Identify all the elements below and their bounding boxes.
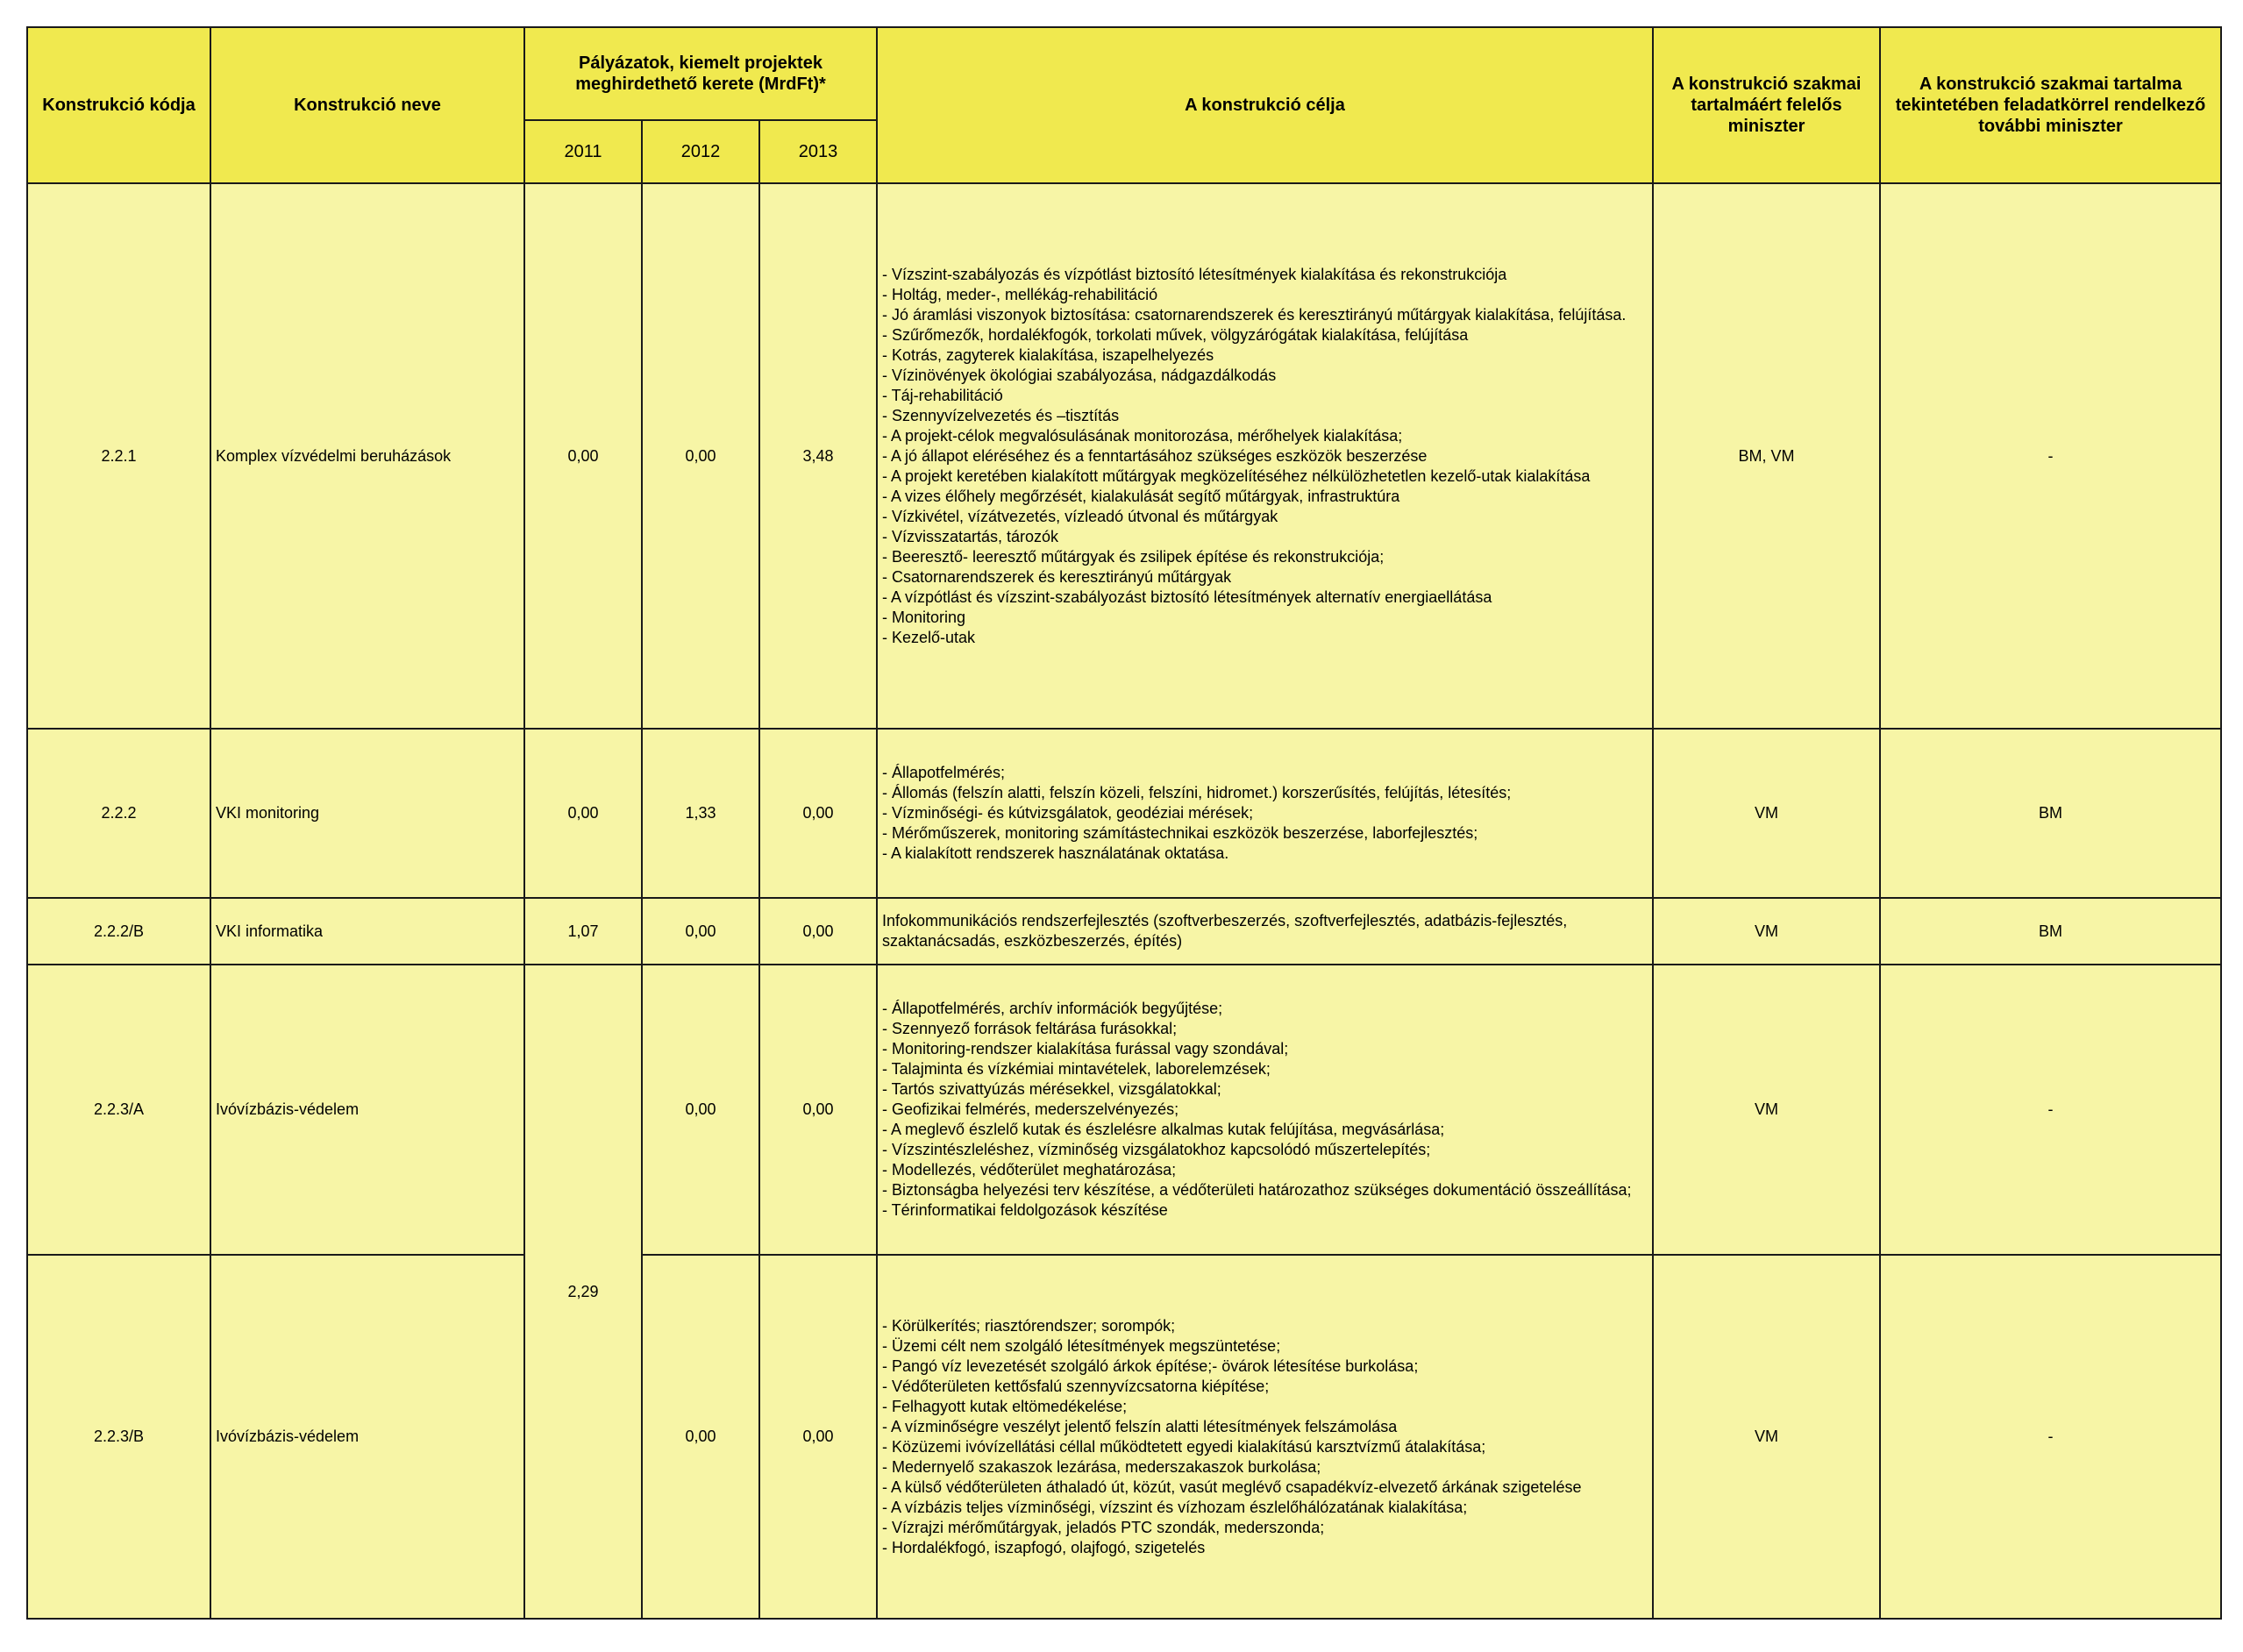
row-other-minister: BM [1880, 729, 2221, 898]
table-row [27, 729, 2221, 898]
row-value-2011: 1,07 [524, 898, 642, 965]
goal-item: - Beeresztő- leeresztő műtárgyak és zsilipek építése és rekonstrukciója; [882, 547, 1385, 566]
goal-item: - Kezelő-utak [882, 628, 976, 646]
goal-item: - Közüzemi ivóvízellátási céllal működtetett egyedi kialakítású karsztvízmű átalakítása; [882, 1437, 1486, 1456]
header-year-2012: 2012 [642, 120, 759, 183]
table-row [27, 965, 2221, 1255]
row-name: VKI monitoring [210, 729, 524, 898]
row-other-minister: - [1880, 1255, 2221, 1619]
goal-item: - Monitoring-rendszer kialakítása furással vagy szondával; [882, 1040, 1289, 1057]
row-other-minister: BM [1880, 898, 2221, 965]
goal-item: - Vízinövények ökológiai szabályozása, nádgazdálkodás [882, 366, 1277, 384]
goal-item: - A vízminőségre veszélyt jelentő felszín alatti létesítmények felszámolása [882, 1417, 1398, 1435]
row-value-2012: 0,00 [642, 183, 759, 729]
row-goal [877, 965, 1653, 1255]
row-value-2013: 0,00 [759, 1255, 877, 1619]
header-year-2011: 2011 [524, 120, 642, 183]
goal-item: - Medernyelő szakaszok lezárása, mederszakaszok burkolása; [882, 1457, 1321, 1476]
goal-item: - Tartós szivattyúzás mérésekkel, vizsgálatokkal; [882, 1080, 1221, 1098]
goal-list [882, 1316, 1648, 1558]
header-name: Konstrukció neve [210, 27, 524, 183]
goal-item: - Jó áramlási viszonyok biztosítása: csatornarendszerek és keresztirányú műtárgyak kialakítása, felújítása. [882, 305, 1627, 324]
goal-item: - A kialakított rendszerek használatának oktatása. [882, 844, 1229, 862]
goal-list [882, 265, 1648, 648]
goal-item: - Szennyező források feltárása furásokkal; [882, 1020, 1178, 1037]
goal-item: - Térinformatikai feldolgozások készítése [882, 1201, 1168, 1219]
table-row [27, 1255, 2221, 1619]
header-budget: Pályázatok, kiemelt projektek meghirdethető kerete (MrdFt)* [524, 27, 877, 120]
row-name: Ivóvízbázis-védelem [210, 1255, 524, 1619]
goal-item: - Modellezés, védőterület meghatározása; [882, 1161, 1177, 1178]
goal-item: - Védőterületen kettősfalú szennyvízcsatorna kiépítése; [882, 1377, 1270, 1395]
row-minister: VM [1653, 729, 1880, 898]
row-value-2013: 0,00 [759, 729, 877, 898]
row-name: Ivóvízbázis-védelem [210, 965, 524, 1255]
header-other-minister: A konstrukció szakmai tartalma tekintetében feladatkörrel rendelkező további miniszter [1880, 27, 2221, 183]
row-code: 2.2.3/B [27, 1255, 210, 1619]
header-year-2013: 2013 [759, 120, 877, 183]
goal-item: - Szennyvízelvezetés és –tisztítás [882, 406, 1120, 424]
goal-item: - Üzemi célt nem szolgáló létesítmények megszüntetése; [882, 1336, 1281, 1355]
row-goal [877, 898, 1653, 965]
goal-item: - Vízszintészleléshez, vízminőség vizsgálatokhoz kapcsolódó műszertelepítés; [882, 1141, 1431, 1158]
goal-item: - Állomás (felszín alatti, felszín közeli, felszíni, hidromet.) korszerűsítés, felújítás, létesítés; [882, 784, 1512, 801]
goal-item: - Felhagyott kutak eltömedékelése; [882, 1397, 1128, 1415]
row-other-minister: - [1880, 965, 2221, 1255]
merged-value-2011: 2,29 [524, 965, 642, 1619]
goal-item: Infokommunikációs rendszerfejlesztés (szoftverbeszerzés, szoftverfejlesztés, adatbázis-fejlesztés, szaktanácsadás, eszközbeszerzés, építés) [882, 912, 1568, 950]
goal-item: - Pangó víz levezetését szolgáló árkok építése;- övárok létesítése burkolása; [882, 1356, 1419, 1375]
row-code: 2.2.3/A [27, 965, 210, 1255]
row-name: Komplex vízvédelmi beruházások [210, 183, 524, 729]
goal-item: - Vízrajzi mérőműtárgyak, jeladós PTC szondák, mederszonda; [882, 1518, 1325, 1536]
header-minister: A konstrukció szakmai tartalmáért felelős miniszter [1653, 27, 1880, 183]
goal-item: - Szűrőmezők, hordalékfogók, torkolati művek, völgyzárógátak kialakítása, felújítása [882, 325, 1469, 344]
table-row [27, 183, 2221, 729]
row-minister: BM, VM [1653, 183, 1880, 729]
goal-item: - Kotrás, zagyterek kialakítása, iszapelhelyezés [882, 345, 1214, 364]
row-value-2013: 0,00 [759, 965, 877, 1255]
goal-item: - Geofizikai felmérés, mederszelvényezés; [882, 1100, 1179, 1118]
row-value-2012: 0,00 [642, 898, 759, 965]
goal-item: - Talajminta és vízkémiai mintavételek, laborelemzések; [882, 1060, 1271, 1078]
row-value-2011: 0,00 [524, 729, 642, 898]
goal-list [882, 999, 1648, 1221]
row-value-2012: 0,00 [642, 965, 759, 1255]
row-value-2011: 0,00 [524, 183, 642, 729]
row-minister: VM [1653, 1255, 1880, 1619]
goal-item: - A vizes élőhely megőrzését, kialakulását segítő műtárgyak, infrastruktúra [882, 487, 1400, 505]
goal-item: - Táj-rehabilitáció [882, 386, 1003, 404]
goal-item: - Monitoring [882, 608, 966, 626]
goal-item: - A vízbázis teljes vízminőségi, vízszint és vízhozam észlelőhálózatának kialakítása; [882, 1498, 1468, 1516]
header-goal: A konstrukció célja [877, 27, 1653, 183]
goal-item: - Állapotfelmérés, archív információk begyűjtése; [882, 1000, 1223, 1017]
goal-item: - A projekt keretében kialakított műtárgyak megközelítéséhez nélkülözhetetlen kezelő-utak kialakítása [882, 466, 1591, 485]
goal-list [882, 911, 1648, 951]
row-goal [877, 729, 1653, 898]
row-value-2013: 3,48 [759, 183, 877, 729]
goal-item: - Mérőműszerek, monitoring számítástechnikai eszközök beszerzése, laborfejlesztés; [882, 824, 1478, 842]
goal-item: - A meglevő észlelő kutak és észlelésre alkalmas kutak felújítása, megvásárlása; [882, 1121, 1445, 1138]
row-goal [877, 183, 1653, 729]
goal-item: - Holtág, meder-, mellékág-rehabilitáció [882, 285, 1158, 303]
table-row [27, 898, 2221, 965]
goal-item: - A projekt-célok megvalósulásának monitorozása, mérőhelyek kialakítása; [882, 426, 1403, 445]
header-code: Konstrukció kódja [27, 27, 210, 183]
goal-item: - Vízszint-szabályozás és vízpótlást biztosító létesítmények kialakítása és rekonstrukciója [882, 265, 1507, 283]
row-minister: VM [1653, 965, 1880, 1255]
row-value-2012: 1,33 [642, 729, 759, 898]
row-minister: VM [1653, 898, 1880, 965]
row-code: 2.2.2 [27, 729, 210, 898]
goal-item: - Körülkerítés; riasztórendszer; sorompók; [882, 1316, 1176, 1335]
goal-item: - A jó állapot eléréséhez és a fenntartásához szükséges eszközök beszerzése [882, 446, 1428, 465]
goal-item: - Csatornarendszerek és keresztirányú műtárgyak [882, 567, 1232, 586]
goal-item: - Hordalékfogó, iszapfogó, olajfogó, szigetelés [882, 1538, 1206, 1556]
goal-item: - Biztonságba helyezési terv készítése, a védőterületi határozathoz szükséges dokumentáció összeállítása; [882, 1181, 1632, 1199]
row-code: 2.2.1 [27, 183, 210, 729]
row-goal [877, 1255, 1653, 1619]
row-name: VKI informatika [210, 898, 524, 965]
goal-item: - A vízpótlást és vízszint-szabályozást biztosító létesítmények alternatív energiaellátása [882, 587, 1492, 606]
goal-item: - Vízvisszatartás, tározók [882, 527, 1059, 545]
goal-item: - Állapotfelmérés; [882, 764, 1006, 781]
goal-list [882, 763, 1648, 864]
goal-item: - A külső védőterületen áthaladó út, közút, vasút meglévő csapadékvíz-elvezető árkának szigetelése [882, 1478, 1582, 1496]
goal-item: - Vízminőségi- és kútvizsgálatok, geodéziai mérések; [882, 804, 1254, 822]
row-code: 2.2.2/B [27, 898, 210, 965]
row-value-2013: 0,00 [759, 898, 877, 965]
construction-table [26, 26, 2222, 1620]
row-value-2012: 0,00 [642, 1255, 759, 1619]
goal-item: - Vízkivétel, vízátvezetés, vízleadó útvonal és műtárgyak [882, 507, 1278, 525]
row-other-minister: - [1880, 183, 2221, 729]
